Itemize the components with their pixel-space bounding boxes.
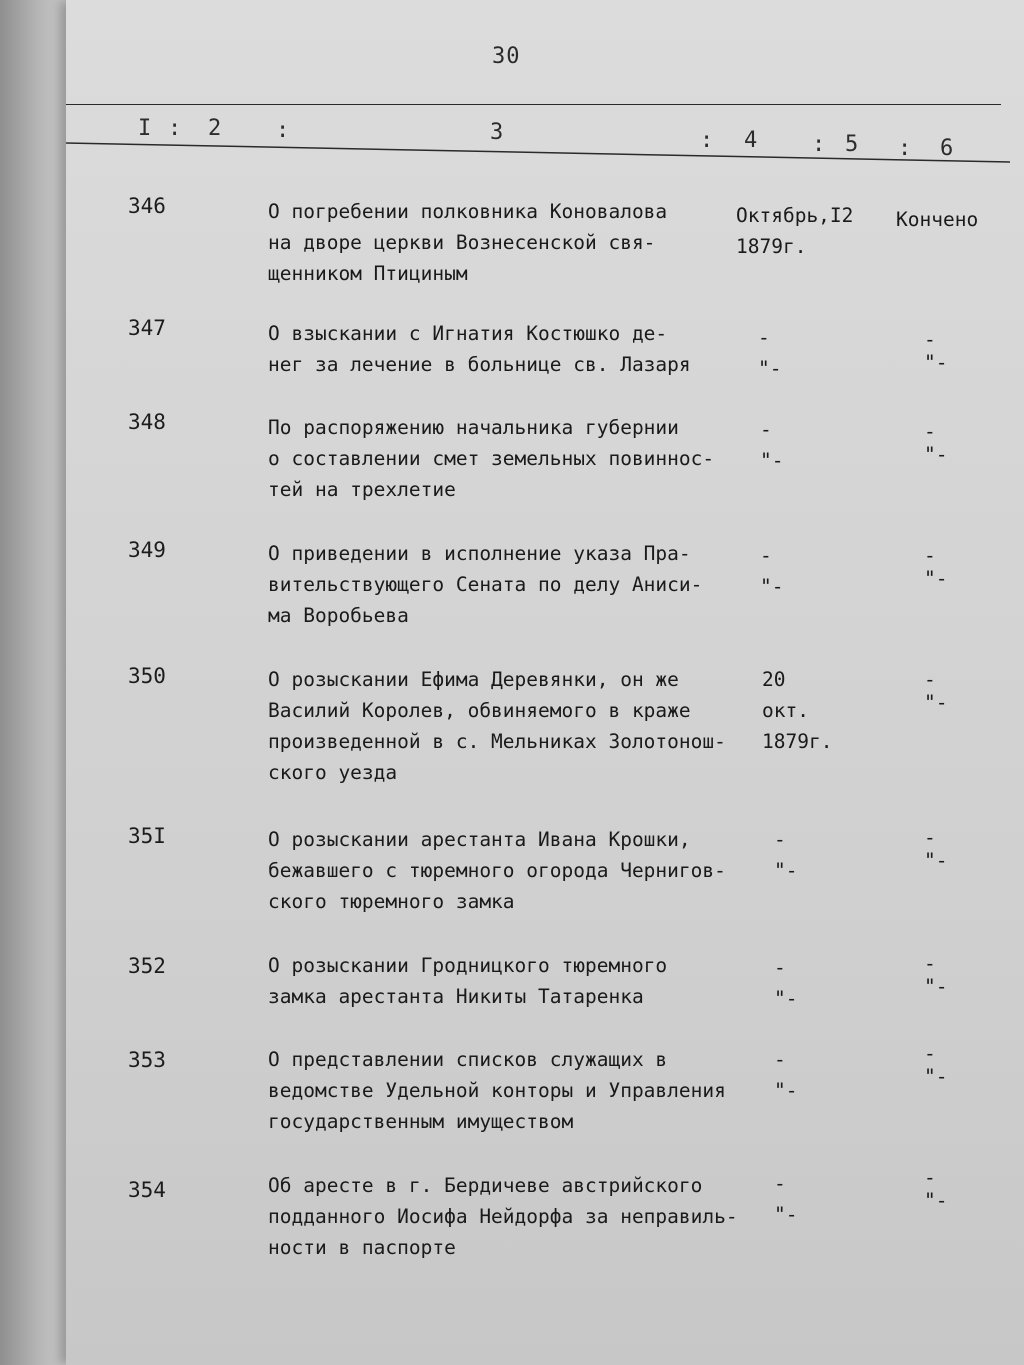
record-date: -"- xyxy=(758,326,782,380)
record-status: -"- xyxy=(924,420,948,466)
record-status: -"- xyxy=(924,668,948,714)
record-number: 346 xyxy=(128,194,166,218)
record-status: -"- xyxy=(924,952,948,998)
col-header-6: 6 xyxy=(940,136,954,161)
record-title: О розыскании Ефима Деревянки, он же Василий Королев, обвиняемого в краже произведенной в с. Мельниках Золотонош- ского уезда xyxy=(268,668,726,784)
record-title: О розыскании арестанта Ивана Крошки, бежавшего с тюремного огорода Чернигов- ского тюремного замка xyxy=(268,828,726,913)
record-status: -"- xyxy=(924,1166,948,1212)
record-title: О взыскании с Игнатия Костюшко де- нег за лечение в больнице св. Лазаря xyxy=(268,322,691,376)
record-number: 353 xyxy=(128,1048,166,1072)
record-date: 20 окт. 1879г. xyxy=(762,668,833,753)
record-status: -"- xyxy=(924,328,948,374)
record-date: -"- xyxy=(760,544,784,598)
record-status: -"- xyxy=(924,544,948,590)
record-date: -"- xyxy=(774,1172,798,1226)
col-header-4: 4 xyxy=(744,128,758,153)
record-date: -"- xyxy=(774,1048,798,1102)
record-number: 352 xyxy=(128,954,166,978)
col-header-sep: : xyxy=(898,136,912,161)
record-title: Об аресте в г. Бердичеве австрийского подданного Иосифа Нейдорфа за неправиль- ности в паспорте xyxy=(268,1174,738,1259)
record-status: -"- xyxy=(924,1042,948,1088)
record-title: О представлении списков служащих в ведомстве Удельной конторы и Управления государственным имуществом xyxy=(268,1048,726,1133)
record-status: -"- xyxy=(924,826,948,872)
col-header-1: I xyxy=(138,116,152,141)
record-number: 348 xyxy=(128,410,166,434)
record-number: 350 xyxy=(128,664,166,688)
record-number: 35I xyxy=(128,824,166,848)
page-number: 30 xyxy=(492,44,521,69)
record-number: 354 xyxy=(128,1178,166,1202)
record-date: -"- xyxy=(774,828,798,882)
record-title: По распоряжению начальника губернии о составлении смет земельных повиннос- тей на трехлетие xyxy=(268,416,715,501)
record-title: О розыскании Гродницкого тюремного замка арестанта Никиты Татаренка xyxy=(268,954,668,1008)
record-title: О погребении полковника Коновалова на дворе церкви Вознесенской свя- щенником Птициным xyxy=(268,200,668,285)
col-header-sep: : xyxy=(276,118,290,143)
record-date: -"- xyxy=(774,956,798,1010)
record-date: -"- xyxy=(760,418,784,472)
record-title: О приведении в исполнение указа Пра- вительствующего Сената по делу Аниси- ма Воробьева xyxy=(268,542,703,627)
col-header-sep: : xyxy=(700,128,714,153)
col-header-sep: : xyxy=(168,116,182,141)
record-number: 349 xyxy=(128,538,166,562)
record-date: Октябрь,I2 1879г. xyxy=(736,204,854,258)
record-number: 347 xyxy=(128,316,166,340)
col-header-5: 5 xyxy=(845,132,859,157)
col-header-2: 2 xyxy=(208,116,222,141)
col-header-sep: : xyxy=(812,132,826,157)
record-status: Кончено xyxy=(896,208,979,231)
col-header-3: 3 xyxy=(490,120,504,145)
